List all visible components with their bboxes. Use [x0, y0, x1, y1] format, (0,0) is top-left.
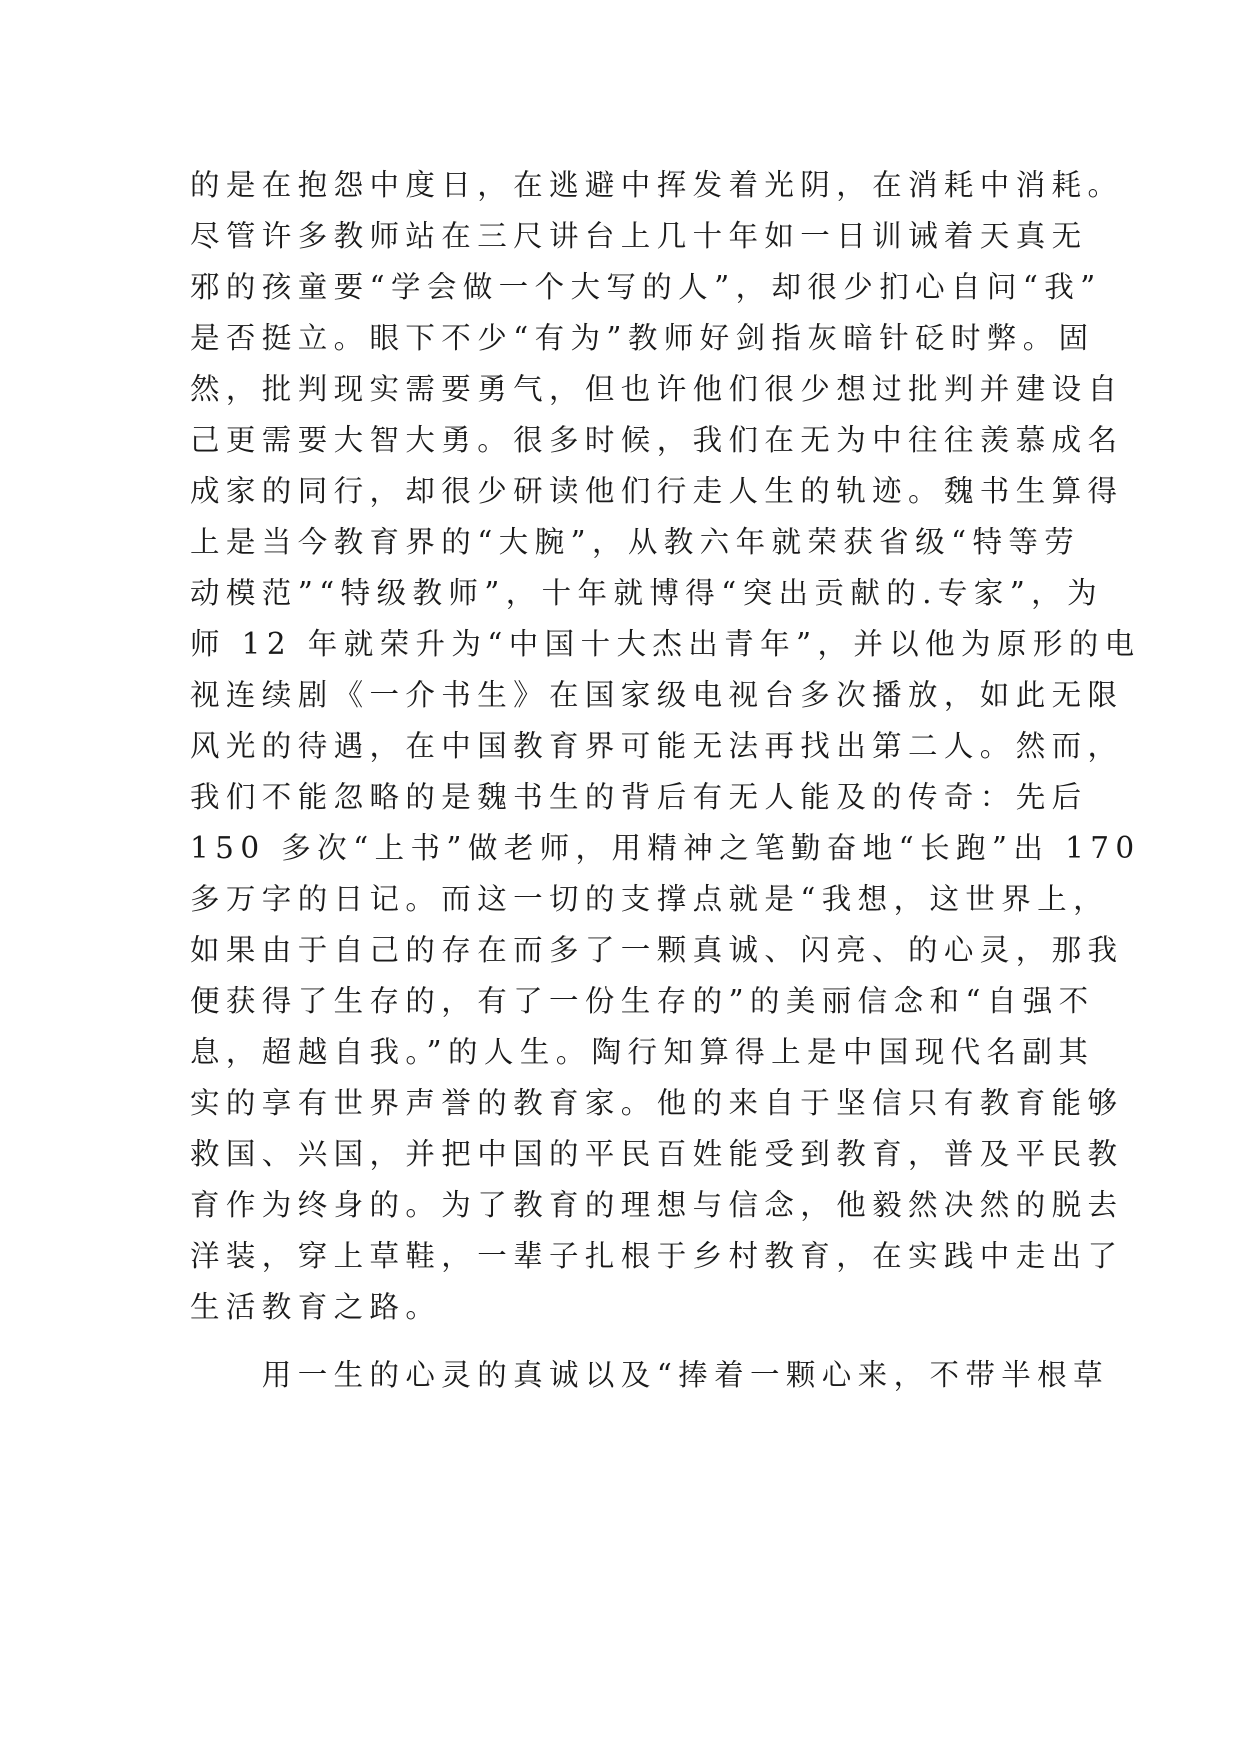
- text-line: 成家的同行，却很少研读他们行走人生的轨迹。魏书生算得: [190, 474, 1124, 508]
- text-line: 多万字的日记。而这一切的支撑点就是“我想，这世界上，: [190, 882, 1109, 916]
- text-line: 风光的待遇，在中国教育界可能无法再找出第二人。然而，: [190, 729, 1124, 763]
- text-line: 育作为终身的。为了教育的理想与信念，他毅然决然的脱去: [190, 1188, 1124, 1222]
- text-line: 的是在抱怨中度日，在逃避中挥发着光阴，在消耗中消耗。: [190, 168, 1124, 202]
- text-line: 是否挺立。眼下不少“有为”教师好剑指灰暗针砭时弊。固: [190, 321, 1095, 355]
- text-line: 洋装，穿上草鞋，一辈子扎根于乡村教育，在实践中走出了: [190, 1239, 1124, 1273]
- text-line: 师 12 年就荣升为“中国十大杰出青年”，并以他为原形的电: [190, 627, 1141, 661]
- text-line: 用一生的心灵的真诚以及“捧着一颗心来，不带半根草: [190, 1358, 1109, 1392]
- text-line: 息，超越自我。”的人生。陶行知算得上是中国现代名副其: [190, 1035, 1095, 1069]
- text-line: 实的享有世界声誉的教育家。他的来自于坚信只有教育能够: [190, 1086, 1124, 1120]
- text-line: 150 多次“上书”做老师，用精神之笔勤奋地“长跑”出 170: [190, 831, 1141, 865]
- body-text: [190, 160, 1141, 1401]
- text-line: 己更需要大智大勇。很多时候，我们在无为中往往羡慕成名: [190, 423, 1124, 457]
- text-line: 动模范”“特级教师”，十年就博得“突出贡献的.专家”，为: [190, 576, 1103, 610]
- text-line: 我们不能忽略的是魏书生的背后有无人能及的传奇：先后: [190, 780, 1088, 814]
- text-line: 尽管许多教师站在三尺讲台上几十年如一日训诫着天真无: [190, 219, 1088, 253]
- text-line: 便获得了生存的，有了一份生存的”的美丽信念和“自强不: [190, 984, 1095, 1018]
- text-line: 生活教育之路。: [190, 1290, 442, 1324]
- text-line: 视连续剧《一介书生》在国家级电视台多次播放，如此无限: [190, 678, 1124, 712]
- text-line: 邪的孩童要“学会做一个大写的人”，却很少扪心自问“我”: [190, 270, 1102, 304]
- text-line: 上是当今教育界的“大腕”，从教六年就荣获省级“特等劳: [190, 525, 1081, 559]
- text-line: 救国、兴国，并把中国的平民百姓能受到教育，普及平民教: [190, 1137, 1124, 1171]
- paragraph-gap: [190, 1333, 1070, 1350]
- text-line: 如果由于自己的存在而多了一颗真诚、闪亮、的心灵，那我: [190, 933, 1124, 967]
- text-line: 然，批判现实需要勇气，但也许他们很少想过批判并建设自: [190, 372, 1124, 406]
